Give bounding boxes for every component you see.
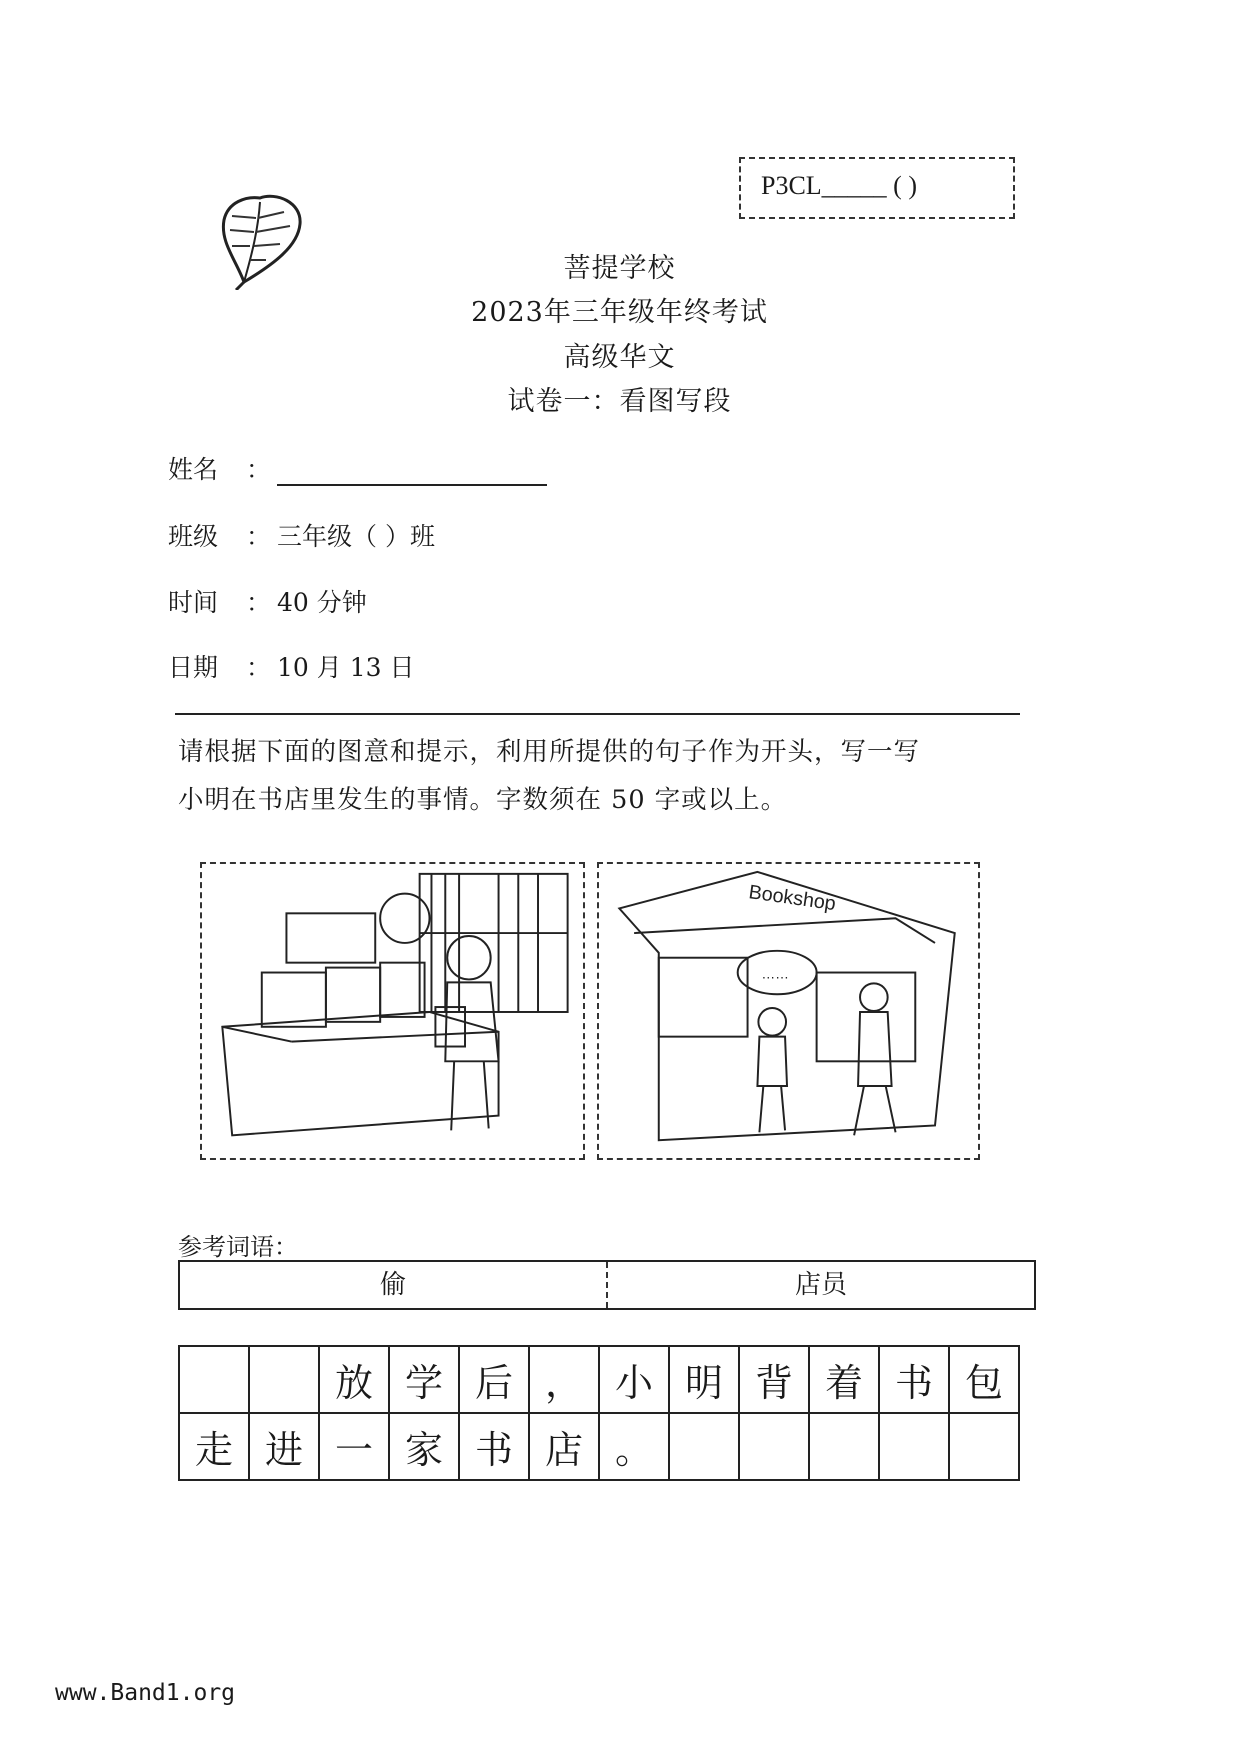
reference-label: 参考词语： [178, 1233, 298, 1261]
grid-cell[interactable] [249, 1346, 319, 1413]
bookshop-sign: Bookshop [747, 881, 838, 916]
grid-cell[interactable] [669, 1413, 739, 1480]
grid-cell[interactable] [809, 1413, 879, 1480]
time-label: 时间 [168, 588, 219, 617]
picture-2-bookshop-entrance [597, 862, 980, 1160]
grid-cell[interactable] [179, 1346, 249, 1413]
grid-cell: 进 [249, 1413, 319, 1480]
grid-cell[interactable] [949, 1413, 1019, 1480]
grid-cell: 走 [179, 1413, 249, 1480]
instruction-line-2: 小明在书店里发生的事情。字数须在 50 字或以上。 [178, 785, 788, 815]
grid-cell: 书 [459, 1413, 529, 1480]
grid-cell: 放 [319, 1346, 389, 1413]
grid-cell: 一 [319, 1413, 389, 1480]
instruction-line-1: 请根据下面的图意和提示，利用所提供的句子作为开头，写一写 [178, 737, 921, 767]
grid-cell: 着 [809, 1346, 879, 1413]
grid-cell: 明 [669, 1346, 739, 1413]
paper-title: 试卷一：看图写段 [507, 386, 732, 417]
instructions [178, 728, 1033, 824]
date-value: 10 月 13 日 [277, 653, 415, 682]
grid-cell: 背 [739, 1346, 809, 1413]
reference-words-box [178, 1260, 1036, 1310]
divider [175, 713, 1020, 715]
exam-title: 2023年三年级年终考试 [471, 297, 768, 328]
writing-grid [178, 1345, 1020, 1481]
class-value: 三年级（ ）班 [277, 522, 435, 551]
grid-cell[interactable] [879, 1413, 949, 1480]
grid-cell: 书 [879, 1346, 949, 1413]
reference-word: 偷 [379, 1270, 406, 1300]
name-field: 姓名 ： [168, 450, 547, 486]
school-name: 菩提学校 [563, 253, 676, 284]
time-field: 时间 ： 40 分钟 [168, 583, 367, 619]
date-label: 日期 [168, 653, 219, 682]
writing-grid-row-1 [179, 1346, 1019, 1413]
grid-cell: 。 [599, 1413, 669, 1480]
date-field: 日期 ： 10 月 13 日 [168, 648, 414, 684]
name-line[interactable] [277, 464, 547, 486]
class-field: 班级 ： 三年级（ ）班 [168, 517, 435, 553]
grid-cell[interactable] [739, 1413, 809, 1480]
grid-cell: 后 [459, 1346, 529, 1413]
grid-cell: ， [529, 1346, 599, 1413]
subject-title: 高级华文 [563, 342, 676, 373]
name-label: 姓名 [168, 455, 219, 484]
grid-cell: 小 [599, 1346, 669, 1413]
grid-cell: 学 [389, 1346, 459, 1413]
footer-url: www.Band1.org [55, 1680, 236, 1706]
class-label: 班级 [168, 522, 219, 551]
reference-word: 店员 [606, 1262, 1034, 1308]
grid-cell: 店 [529, 1413, 599, 1480]
picture-1-shop-counter [200, 862, 585, 1160]
student-id-box [739, 157, 1015, 219]
writing-grid-row-2 [179, 1413, 1019, 1480]
speech-bubble-text: …… [761, 965, 789, 982]
grid-cell: 家 [389, 1413, 459, 1480]
grid-cell: 包 [949, 1346, 1019, 1413]
time-value: 40 分钟 [277, 588, 367, 617]
student-id-text: P3CL_____ ( ) [761, 171, 917, 200]
